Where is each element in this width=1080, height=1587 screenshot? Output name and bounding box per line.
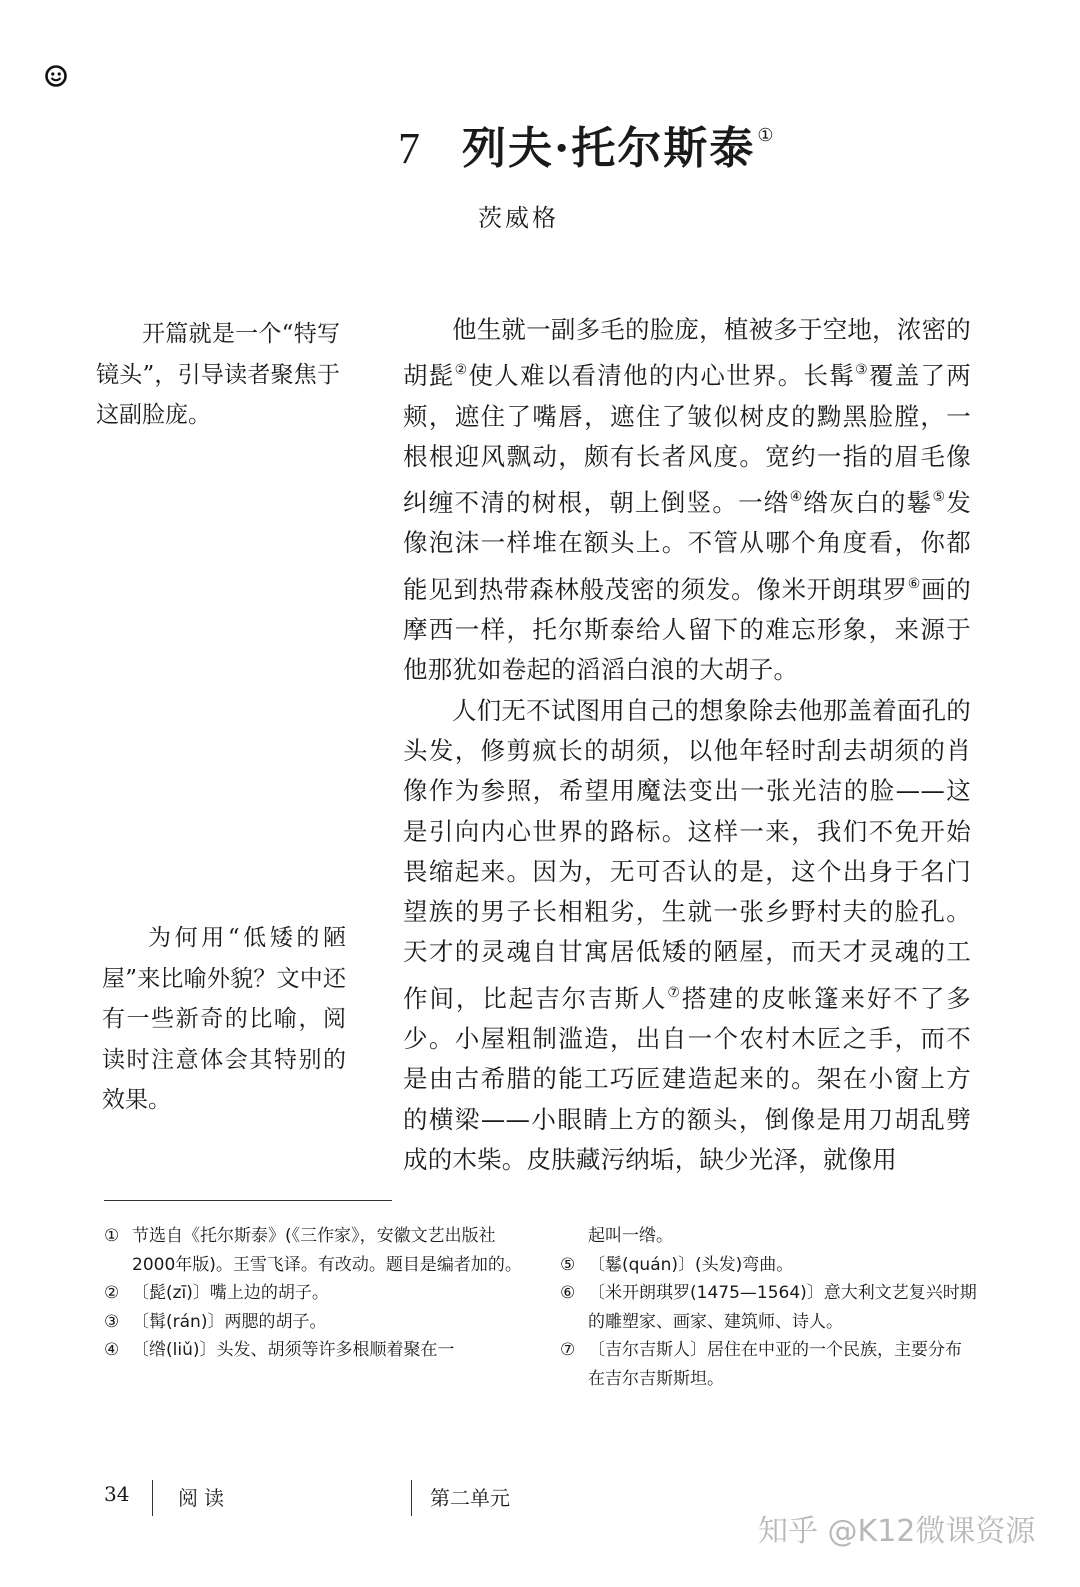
text-run: 人们无不试图用自己的想象除去他那盖着面孔的头发，修剪疯长的胡须，以他年轻时刮去胡须的肖像作为参照，希望用魔法变出一张光洁的脸——这是引向内心世界的路标。这样一来，我们不免开始畏缩起来。因为，无可否认的是，这个出身于名门望族的男子长相粗劣，生就一张乡野村夫的脸孔。天才的灵魂自甘寓居低矮的陋屋，而天才灵魂的工作间，比起吉尔吉斯人: [403, 695, 971, 1013]
footnote-1: [104, 1222, 524, 1279]
section-label: 阅读: [178, 1486, 230, 1510]
footnote-mark: ③: [104, 1311, 120, 1332]
title-text: 列夫·托尔斯泰: [462, 123, 756, 174]
side-note-text: 开篇就是一个“特写镜头”，引导读者聚焦于这副脸庞。: [96, 321, 340, 428]
footnote-ref-6: ⑥: [907, 575, 922, 592]
footnote-4-continued: 起叫一绺。: [588, 1226, 673, 1246]
footnote-3: [104, 1308, 524, 1337]
footnote-mark: ⑥: [560, 1283, 576, 1303]
footnote-ref-3: ③: [855, 362, 869, 379]
text-run: 搭建的皮帐篷来好不了多少。小屋粗制滥造，出自一个农村木匠之手，而不是由古希腊的能工巧匠建造起来的。架在小窗上方的横梁——小眼睛上方的额头，倒像是用刀胡乱劈成的木柴。皮肤藏污纳垢，缺少光泽，就像用: [403, 983, 972, 1174]
footnote-ref-4: ④: [789, 489, 804, 506]
unit-label: 第二单元: [430, 1486, 510, 1510]
footnote-ref-7: ⑦: [667, 984, 682, 1001]
footnote-7: [560, 1336, 978, 1393]
footnote-text: 〔髭(zī)〕嘴上边的胡子。: [132, 1283, 329, 1303]
text-run: 绺灰白的鬈: [803, 488, 933, 518]
side-note-2: [102, 918, 346, 1121]
main-text: [403, 310, 971, 1180]
side-note-text: 为何用“低矮的陋屋”来比喻外貌？文中还有一些新奇的比喻，阅读时注意体会其特别的效果。: [102, 925, 346, 1113]
paragraph-2: [403, 691, 971, 1181]
text-run: 他生就一副多毛的脸庞，植被多于空地，浓密的胡髭: [403, 315, 971, 391]
footer-divider: [152, 1480, 153, 1516]
footnote-divider: [104, 1200, 392, 1201]
footnote-4: [104, 1336, 524, 1365]
text-run: 画的摩西一样，托尔斯泰给人留下的难忘形象，来源于他那犹如卷起的滔滔白浪的大胡子。: [403, 574, 972, 685]
footnote-mark: ⑦: [560, 1340, 576, 1360]
page-number: 34: [104, 1482, 130, 1506]
footnote-text: 节选自《托尔斯泰》(《三作家》，安徽文艺出版社2000年版)。王雪飞译。有改动。题目是编者加的。: [132, 1226, 522, 1275]
paragraph-1: [403, 310, 971, 691]
lesson-title: [398, 112, 775, 176]
footnote-text: 〔吉尔吉斯人〕居住在中亚的一个民族，主要分布在吉尔吉斯斯坦。: [588, 1340, 962, 1389]
smiley-face-icon: [44, 64, 68, 88]
author-name: 茨威格: [478, 204, 559, 232]
footer-divider: [411, 1480, 412, 1516]
title-note-mark: ①: [757, 125, 776, 146]
footnote-6: [560, 1279, 978, 1336]
watermark: 知乎 @K12微课资源: [758, 1514, 1036, 1549]
text-run: 使人难以看清他的内心世界。长髯: [468, 361, 856, 391]
footnotes-right-column: [560, 1222, 978, 1393]
footnote-2: [104, 1279, 524, 1308]
footnote-ref-5: ⑤: [932, 489, 947, 506]
footnote-text: 〔髯(rán)〕两腮的胡子。: [132, 1311, 327, 1332]
footnotes-left-column: [104, 1222, 524, 1365]
footnote-text: 〔米开朗琪罗(1475—1564)〕意大利文艺复兴时期的雕塑家、画家、建筑师、诗人。: [588, 1283, 977, 1332]
lesson-number: 7: [398, 124, 422, 173]
footnote-mark: ④: [104, 1340, 120, 1360]
footnote-text: 〔绺(liǔ)〕头发、胡须等许多根顺着聚在一: [132, 1340, 455, 1360]
text-run: 覆盖了两颊，遮住了嘴唇，遮住了皱似树皮的黝黑脸膛，一根根迎风飘动，颇有长者风度。宽约一指的眉毛像纠缠不清的树根，朝上倒竖。一绺: [403, 361, 971, 518]
side-note-1: [96, 314, 340, 436]
footnote-mark: ②: [104, 1283, 120, 1303]
footnote-text: 〔鬈(quán)〕(头发)弯曲。: [588, 1254, 794, 1275]
footnote-ref-2: ②: [454, 362, 469, 379]
footnote-mark: ⑤: [560, 1254, 576, 1275]
footnote-5: [560, 1251, 978, 1280]
footnote-mark: ①: [104, 1226, 120, 1246]
text-run: 发像泡沫一样堆在额头上。不管从哪个角度看，你都能见到热带森林般茂密的须发。像米开朗琪罗: [403, 488, 971, 604]
